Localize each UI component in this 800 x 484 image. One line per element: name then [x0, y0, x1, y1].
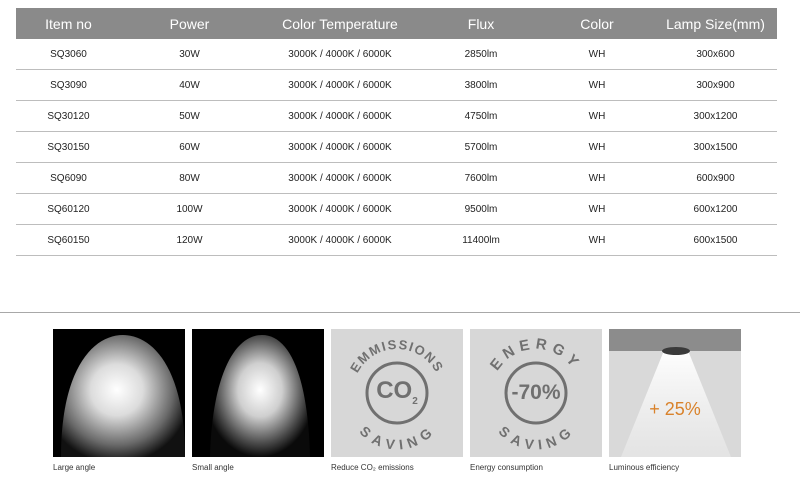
cell-power: 60W	[121, 132, 258, 163]
cell-color: WH	[540, 225, 654, 256]
cell-power: 40W	[121, 70, 258, 101]
cell-color-temperature: 3000K / 4000K / 6000K	[258, 132, 422, 163]
cell-power: 30W	[121, 39, 258, 70]
cell-lamp-size: 600x1200	[654, 194, 777, 225]
cell-item-no: SQ3060	[16, 39, 121, 70]
energy-badge	[470, 329, 602, 457]
cell-item-no: SQ3090	[16, 70, 121, 101]
cell-lamp-size: 300x1200	[654, 101, 777, 132]
table-row	[16, 163, 777, 194]
header-flux: Flux	[422, 8, 540, 39]
caption-emissions: Reduce CO₂ emissions	[331, 463, 414, 472]
co2-main: CO	[376, 377, 413, 404]
cell-lamp-size: 600x1500	[654, 225, 777, 256]
efficiency-image	[609, 329, 741, 457]
cell-color: WH	[540, 101, 654, 132]
cell-flux: 3800lm	[422, 70, 540, 101]
cell-lamp-size: 300x900	[654, 70, 777, 101]
large-angle-image	[53, 329, 185, 457]
header-color-temperature: Color Temperature	[258, 8, 422, 39]
feature-energy	[470, 329, 602, 472]
table-row	[16, 70, 777, 101]
cell-color: WH	[540, 132, 654, 163]
emissions-bottom-text: SAVING	[356, 422, 438, 453]
cell-item-no: SQ6090	[16, 163, 121, 194]
header-power: Power	[121, 8, 258, 39]
cell-item-no: SQ30150	[16, 132, 121, 163]
lamp-beam-icon	[609, 329, 741, 457]
table-row	[16, 101, 777, 132]
svg-text:EMMISSIONS	[347, 337, 447, 375]
small-beam-icon	[192, 329, 324, 457]
energy-top-text: ENERGY	[486, 335, 586, 374]
caption-efficiency: Luminous efficiency	[609, 463, 680, 472]
cell-color-temperature: 3000K / 4000K / 6000K	[258, 70, 422, 101]
cell-power: 50W	[121, 101, 258, 132]
small-angle-image	[192, 329, 324, 457]
cell-lamp-size: 300x1500	[654, 132, 777, 163]
caption-large-angle: Large angle	[53, 463, 96, 472]
emissions-badge	[331, 329, 463, 457]
feature-large-angle	[53, 329, 185, 472]
cell-color: WH	[540, 163, 654, 194]
cell-lamp-size: 600x900	[654, 163, 777, 194]
cell-lamp-size: 300x600	[654, 39, 777, 70]
feature-emissions	[331, 329, 463, 472]
cell-color: WH	[540, 39, 654, 70]
cell-color-temperature: 3000K / 4000K / 6000K	[258, 163, 422, 194]
svg-text:SAVING	[496, 423, 576, 453]
caption-energy: Energy consumption	[470, 463, 543, 472]
cell-flux: 7600lm	[422, 163, 540, 194]
co2-subscript: 2	[412, 395, 418, 407]
cell-power: 80W	[121, 163, 258, 194]
cell-color-temperature: 3000K / 4000K / 6000K	[258, 225, 422, 256]
header-lamp-size: Lamp Size(mm)	[654, 8, 777, 39]
cell-color: WH	[540, 70, 654, 101]
table-row	[16, 194, 777, 225]
feature-small-angle	[192, 329, 324, 472]
table-header-row	[16, 8, 777, 39]
cell-power: 100W	[121, 194, 258, 225]
spec-table	[16, 8, 777, 256]
svg-text:ENERGY	[487, 335, 585, 373]
header-color: Color	[540, 8, 654, 39]
cell-power: 120W	[121, 225, 258, 256]
table-row	[16, 225, 777, 256]
table-row	[16, 132, 777, 163]
cell-item-no: SQ60120	[16, 194, 121, 225]
feature-efficiency	[609, 329, 741, 472]
large-beam-icon	[53, 329, 185, 457]
cell-item-no: SQ60150	[16, 225, 121, 256]
cell-item-no: SQ30120	[16, 101, 121, 132]
cell-color-temperature: 3000K / 4000K / 6000K	[258, 101, 422, 132]
energy-percent: -70%	[511, 381, 561, 404]
emissions-top-text: EMMISSIONS	[347, 336, 447, 376]
cell-flux: 4750lm	[422, 101, 540, 132]
cell-flux: 9500lm	[422, 194, 540, 225]
header-item-no: Item no	[16, 8, 121, 39]
efficiency-value: + 25%	[649, 399, 701, 419]
caption-small-angle: Small angle	[192, 463, 234, 472]
section-divider	[0, 312, 800, 313]
cell-color-temperature: 3000K / 4000K / 6000K	[258, 194, 422, 225]
cell-flux: 5700lm	[422, 132, 540, 163]
cell-color-temperature: 3000K / 4000K / 6000K	[258, 39, 422, 70]
cell-color: WH	[540, 194, 654, 225]
table-row	[16, 39, 777, 70]
co2-label	[331, 377, 463, 407]
energy-bottom-text: SAVING	[495, 422, 577, 453]
cell-flux: 11400lm	[422, 225, 540, 256]
cell-flux: 2850lm	[422, 39, 540, 70]
svg-text:SAVING	[357, 423, 437, 453]
